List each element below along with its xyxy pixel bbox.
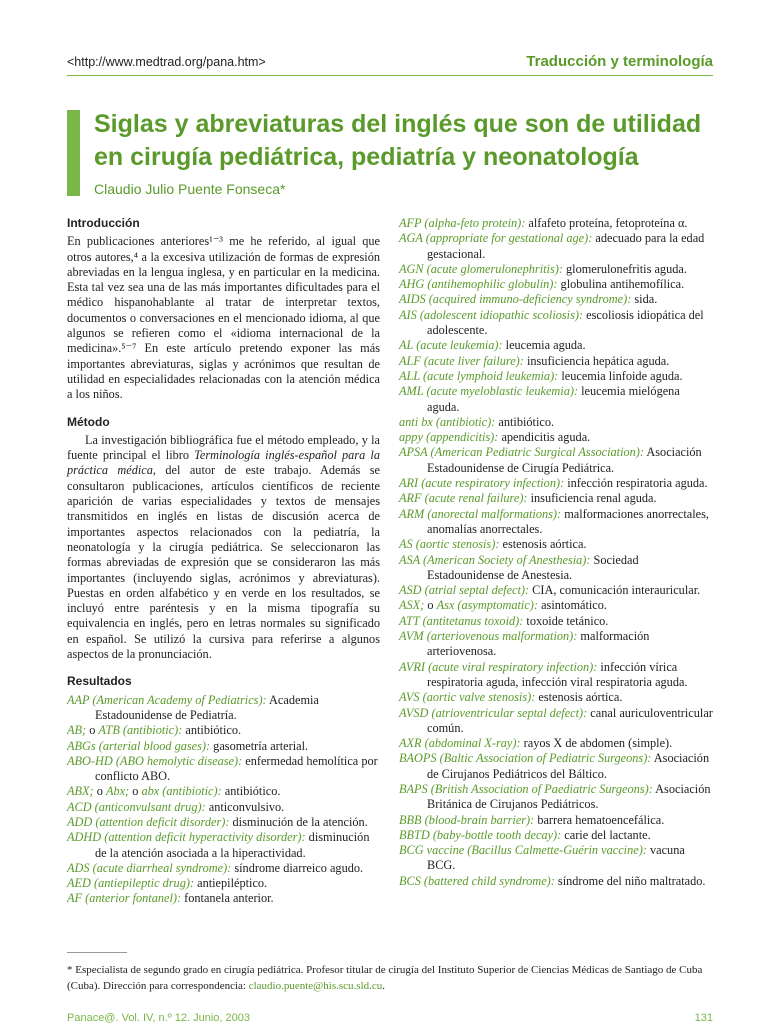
entry-definition: globulina antihemofílica. (557, 277, 685, 292)
intro-text: En publicaciones anteriores¹⁻³ me he referido, al igual que otros autores,⁴ a la excesiva utilización de formas de expresión abreviadas en la lengua inglesa, y en particular en la medicina. Esta tal vez sea una de las más importantes dificultades para el médico hispanohablante al tratar de interpretar textos, documentos o conversaciones en el mencionado idioma, al que algunos se refieren como el «idioma internacional de la medicina».⁵⁻⁷ En este artículo pretendo exponer las más importantes abreviaturas, siglas y acrónimos que resultan de utilidad en especialidades relacionadas con la atención médica a los niños. (67, 234, 380, 402)
journal-citation: Panace@. Vol. IV, n.º 12. Junio, 2003 (67, 1012, 250, 1024)
intro-heading: Introducción (67, 216, 140, 230)
glossary-entry (67, 723, 380, 738)
glossary-entry (399, 338, 713, 353)
entry-definition: leucemia aguda. (502, 338, 586, 353)
entry-definition: insuficiencia hepática aguda. (523, 353, 670, 368)
glossary-entry (399, 292, 713, 307)
method-text: La investigación bibliográfica fue el método empleado, y la fuente principal el libro Terminología inglés-español para la práctica médica, del autor de este trabajo. Además se consultaron publicaciones, artículos científicos de reciente aparición de varias especialidades y textos de mensajes transmitidos en inglés en listas de discusión acerca de importantes aspectos relacionados con la pediatría, la neonatología y la cirugía pediátrica. Se seleccionaron las formas abreviadas de expresión que se consideraron las más importantes (incluyendo siglas, acrónimos y abreviaturas). Puestas en orden alfabético y en verde en los resultados, se incluyó entre paréntesis y en la misma tipografía su equivalencia en inglés, pero en letras normales su significado en español. Se utilizó la cursiva para referirse a algunos aspectos de la pronunciación. (67, 432, 380, 662)
entry-definition: malformaciones anorrectales, anomalías anorrectales. (427, 506, 709, 536)
entry-definition: Asociación Estadounidense de Cirugía Pediátrica. (427, 445, 702, 475)
entry-abbreviation: ALF (acute liver failure): (399, 353, 524, 368)
glossary-entry (399, 583, 713, 598)
entry-abbreviation: ATB (antibiotic): (98, 723, 183, 738)
entry-definition: Asociación de Cirujanos Pediátricos del Báltico. (427, 751, 710, 781)
glossary-entry (67, 861, 380, 876)
entry-definition: gasometría arterial. (210, 738, 309, 753)
glossary-entry (399, 476, 713, 491)
entry-abbreviation: AIS (adolescent idiopathic scoliosis): (399, 307, 584, 322)
entry-definition: alfafeto proteína, fetoproteína α. (525, 216, 688, 230)
left-column (67, 216, 380, 907)
glossary-entry (399, 262, 713, 277)
entry-abbreviation: anti bx (antibiotic): (399, 414, 496, 429)
entry-abbreviation: BBTD (baby-bottle tooth decay): (399, 827, 562, 842)
entry-abbreviation: ABGs (arterial blood gases): (67, 738, 211, 753)
entry-definition: antiepiléptico. (194, 876, 268, 891)
entry-abbreviation: AML (acute myeloblastic leukemia): (399, 384, 579, 399)
entry-definition: barrera hematoencefálica. (534, 812, 665, 827)
glossary-entry (399, 384, 713, 415)
glossary-entry (399, 874, 713, 889)
entry-abbreviation: AVSD (atrioventricular septal defect): (399, 705, 588, 720)
entry-definition: antibiótico. (182, 723, 242, 738)
book-title: Terminología inglés-español para la práctica médica (67, 448, 380, 478)
entry-definition: antibiótico. (221, 784, 281, 799)
entry-abbreviation: AFP (alpha-feto protein): (399, 216, 526, 230)
glossary-entry (399, 415, 713, 430)
entry-definition: infección respiratoria aguda. (564, 476, 708, 491)
entry-definition: CIA, comunicación interauricular. (529, 583, 701, 598)
footnote: * Especialista de segundo grado en cirugía pediátrica. Profesor titular de cirugía del Instituto Superior de Ciencias Médicas de Santiago de Cuba (Cuba). Dirección para correspondencia: claudio.puente@his.scu.sld.cu. (67, 964, 703, 992)
entry-abbreviation: AGN (acute glomerulonephritis): (399, 261, 563, 276)
glossary-entry (399, 843, 713, 874)
glossary-entry (67, 876, 380, 891)
section-title: Traducción y terminología (526, 53, 713, 70)
entry-definition: toxoide tetánico. (523, 613, 609, 628)
entry-abbreviation: AVS (aortic valve stenosis): (399, 690, 536, 705)
glossary-entry (399, 231, 713, 262)
entry-abbreviation: APSA (American Pediatric Surgical Association): (399, 445, 644, 460)
entry-abbreviation: ARM (anorectal malformations): (399, 506, 562, 521)
entry-definition: insuficiencia renal aguda. (527, 491, 657, 506)
article-title: Siglas y abreviaturas del inglés que son de utilidad en cirugía pediátrica, pediatría y neonatología (94, 110, 702, 171)
entry-abbreviation: ACD (anticonvulsant drug): (67, 799, 206, 814)
entry-definition: glomerulonefritis aguda. (562, 261, 687, 276)
entry-definition: disminución de la atención asociada a la hiperactividad. (95, 830, 370, 860)
entry-definition: vacuna BCG. (427, 843, 685, 873)
glossary-entry (67, 739, 380, 754)
entry-definition: malformación arteriovenosa. (427, 629, 650, 659)
entry-definition: estenosis aórtica. (535, 690, 623, 705)
entry-definition: canal auriculoventricular común. (427, 705, 713, 735)
glossary-entry (399, 660, 713, 691)
entry-definition: o (93, 784, 106, 799)
glossary-entry (399, 736, 713, 751)
entry-abbreviation: AL (acute leukemia): (399, 338, 503, 353)
glossary-entry (67, 815, 380, 830)
glossary-entry (399, 706, 713, 737)
glossary-entry (67, 754, 380, 785)
entry-abbreviation: AXR (abdominal X-ray): (399, 736, 521, 751)
glossary-entry (399, 354, 713, 369)
entry-definition: disminución de la atención. (229, 814, 368, 829)
entry-abbreviation: ADS (acute diarrheal syndrome): (67, 860, 232, 875)
glossary-entry (399, 308, 713, 339)
author-email-link[interactable]: claudio.puente@his.scu.sld.cu (248, 980, 383, 992)
entry-definition: adecuado para la edad gestacional. (427, 231, 705, 261)
entry-definition: anticonvulsivo. (205, 799, 285, 814)
entry-abbreviation: AIDS (acquired immuno-deficiency syndrome): (399, 292, 632, 307)
entry-definition: Sociedad Estadounidense de Anestesia. (427, 552, 639, 582)
glossary-entry (399, 690, 713, 705)
entry-abbreviation: appy (appendicitis): (399, 430, 499, 445)
method-heading: Método (67, 414, 110, 429)
glossary-entry (399, 537, 713, 552)
glossary-entry (399, 445, 713, 476)
glossary-entry (67, 800, 380, 815)
left-entry-list (67, 693, 380, 907)
right-column (399, 216, 713, 889)
right-entry-list (399, 216, 713, 889)
entry-definition: apendicitis aguda. (498, 430, 591, 445)
entry-definition: enfermedad hemolítica por conflicto ABO. (95, 753, 378, 784)
entry-abbreviation: BAPS (British Association of Paediatric Surgeons): (399, 781, 653, 796)
entry-abbreviation: AVRI (acute viral respiratory infection): (399, 659, 598, 674)
entry-abbreviation: ATT (antitetanus toxoid): (399, 613, 524, 628)
footnote-rule (67, 952, 127, 953)
entry-definition: fontanela anterior. (181, 891, 274, 906)
entry-definition: infección vírica respiratoria aguda, infección viral respiratoria aguda. (427, 659, 688, 689)
glossary-entry (399, 598, 713, 613)
glossary-entry (399, 813, 713, 828)
entry-abbreviation: ASD (atrial septal defect): (399, 583, 530, 598)
entry-abbreviation: AGA (appropriate for gestational age): (399, 231, 593, 246)
entry-abbreviation: ARF (acute renal failure): (399, 491, 528, 506)
entry-abbreviation: AF (anterior fontanel): (67, 891, 182, 906)
entry-definition: sida. (631, 292, 658, 307)
entry-definition: síndrome del niño maltratado. (554, 873, 706, 888)
entry-abbreviation: Abx; (105, 784, 130, 799)
entry-abbreviation: ABX; (67, 784, 94, 799)
entry-definition: síndrome diarreico agudo. (231, 860, 364, 875)
glossary-entry (399, 782, 713, 813)
entry-definition: rayos X de abdomen (simple). (520, 736, 673, 751)
page-footer (67, 1012, 713, 1024)
entry-abbreviation: AB; (67, 723, 87, 738)
source-url[interactable]: <http://www.medtrad.org/pana.htm> (67, 55, 266, 69)
entry-definition: asintomático. (538, 598, 607, 613)
glossary-entry (67, 891, 380, 906)
entry-definition: leucemia mielógena aguda. (427, 384, 680, 414)
entry-abbreviation: AS (aortic stenosis): (399, 537, 500, 552)
entry-abbreviation: ALL (acute lymphoid leukemia): (399, 368, 559, 383)
article-author: Claudio Julio Puente Fonseca* (94, 181, 286, 197)
entry-definition: carie del lactante. (561, 827, 651, 842)
header-rule (67, 75, 713, 76)
entry-abbreviation: AAP (American Academy of Pediatrics): (67, 692, 267, 707)
glossary-entry (399, 553, 713, 584)
results-heading: Resultados (67, 674, 132, 689)
title-accent-bar (67, 110, 80, 196)
entry-abbreviation: ASA (American Society of Anesthesia): (399, 552, 591, 567)
entry-abbreviation: BAOPS (Baltic Association of Pediatric Surgeons): (399, 751, 652, 766)
entry-definition: Asociación Británica de Cirujanos Pediátricos. (427, 781, 711, 812)
entry-definition: antibiótico. (495, 414, 555, 429)
entry-abbreviation: AED (antiepileptic drug): (67, 876, 195, 891)
entry-definition: o (424, 598, 437, 613)
glossary-entry (399, 216, 713, 231)
glossary-entry (399, 430, 713, 445)
entry-definition: escoliosis idiopática del adolescente. (427, 307, 704, 338)
entry-definition: o (129, 784, 142, 799)
glossary-entry (399, 614, 713, 629)
glossary-entry (399, 629, 713, 660)
entry-abbreviation: BCS (battered child syndrome): (399, 873, 555, 888)
entry-definition: Academia Estadounidense de Pediatría. (95, 692, 319, 722)
entry-definition: leucemia linfoide aguda. (558, 368, 683, 383)
glossary-entry (67, 784, 380, 799)
entry-abbreviation: ADD (attention deficit disorder): (67, 814, 230, 829)
entry-definition: o (86, 723, 99, 738)
entry-abbreviation: ARI (acute respiratory infection): (399, 476, 565, 491)
entry-abbreviation: Asx (asymptomatic): (436, 598, 538, 613)
entry-abbreviation: ADHD (attention deficit hyperactivity disorder): (67, 830, 306, 845)
page-number: 131 (694, 1012, 713, 1024)
glossary-entry (399, 751, 713, 782)
entry-abbreviation: AVM (arteriovenous malformation): (399, 629, 578, 644)
glossary-entry (399, 507, 713, 538)
glossary-entry (67, 830, 380, 861)
glossary-entry (399, 491, 713, 506)
entry-abbreviation: AHG (antihemophilic globulin): (399, 277, 558, 292)
entry-abbreviation: ABO-HD (ABO hemolytic disease): (67, 753, 243, 768)
entry-abbreviation: ASX; (399, 598, 425, 613)
glossary-entry (399, 277, 713, 292)
entry-abbreviation: abx (antibiotic): (141, 784, 222, 799)
entry-abbreviation: BCG vaccine (Bacillus Calmette-Guérin vaccine): (399, 843, 647, 858)
glossary-entry (399, 369, 713, 384)
glossary-entry (399, 828, 713, 843)
entry-abbreviation: BBB (blood-brain barrier): (399, 812, 535, 827)
glossary-entry (67, 693, 380, 724)
entry-definition: estenosis aórtica. (499, 537, 587, 552)
